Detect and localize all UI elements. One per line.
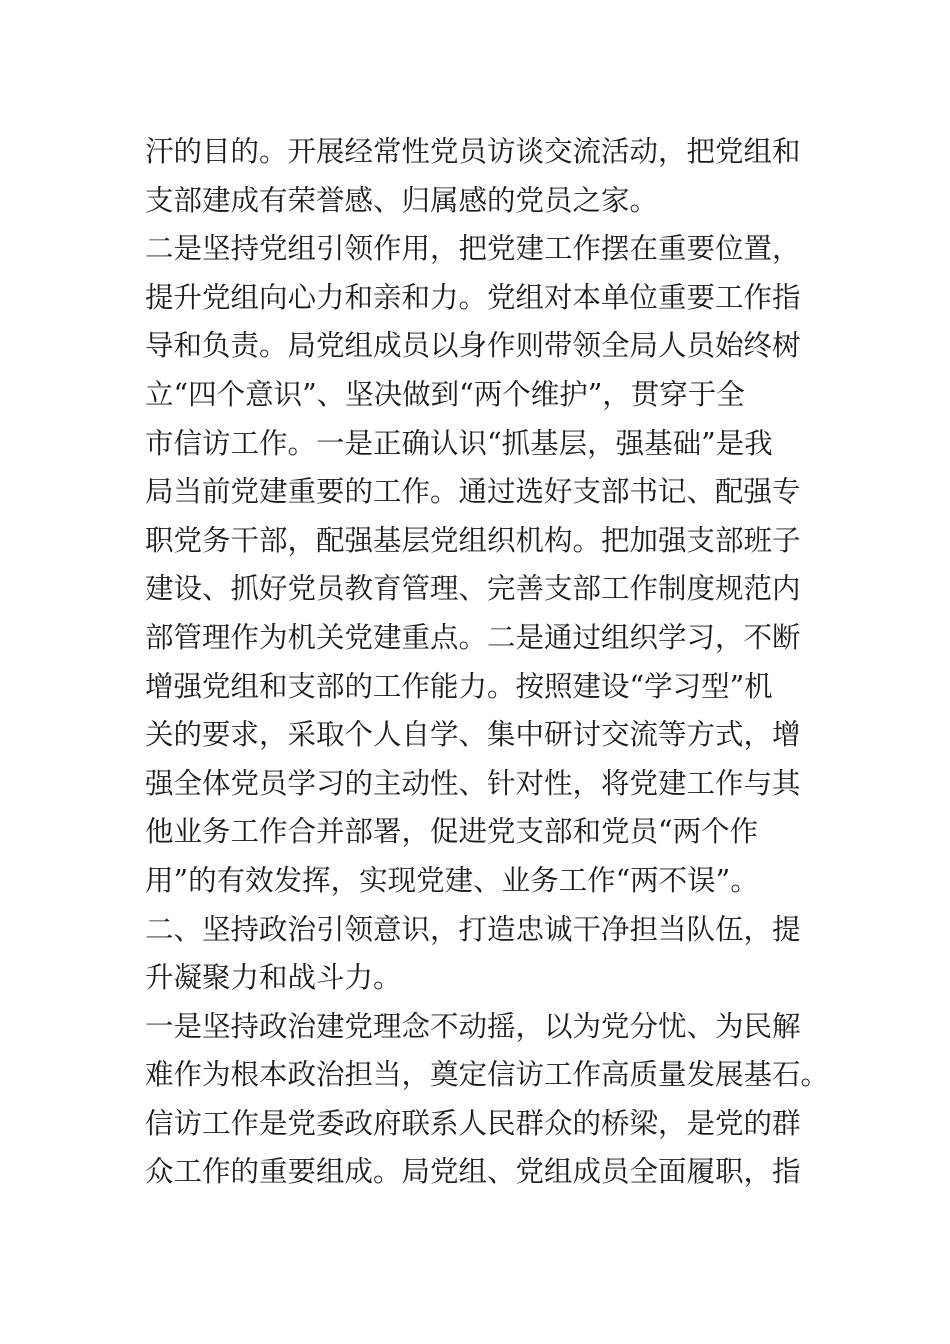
- text-line: 一是坚持政治建党理念不动摇，以为党分忧、为民解: [145, 1009, 801, 1043]
- text-line: 提升党组向心力和亲和力。党组对本单位重要工作指: [145, 280, 801, 314]
- text-line: 信访工作是党委政府联系人民群众的桥梁，是党的群: [145, 1106, 801, 1140]
- text-line: 立“四个意识”、坚决做到“两个维护”，贯穿于全: [145, 377, 745, 411]
- document-body: [145, 128, 830, 1197]
- text-line: 增强党组和支部的工作能力。按照建设“学习型”机: [145, 669, 773, 703]
- text-line: 用”的有效发挥，实现党建、业务工作“两不误”。: [145, 863, 759, 897]
- section-heading-line: 升凝聚力和战斗力。: [145, 961, 402, 995]
- text-line: 部管理作为机关党建重点。二是通过组织学习，不断: [145, 620, 801, 654]
- text-line: 建设、抓好党员教育管理、完善支部工作制度规范内: [145, 572, 801, 606]
- text-line: 导和负责。局党组成员以身作则带领全局人员始终树: [145, 329, 801, 363]
- text-line: 局当前党建重要的工作。通过选好支部书记、配强专: [145, 475, 801, 509]
- text-line: 众工作的重要组成。局党组、党组成员全面履职，指: [145, 1155, 801, 1189]
- text-line: 职党务干部，配强基层党组织机构。把加强支部班子: [145, 523, 801, 557]
- text-line: 强全体党员学习的主动性、针对性，将党建工作与其: [145, 766, 801, 800]
- section-heading-line: 二、坚持政治引领意识，打造忠诚干净担当队伍，提: [145, 912, 801, 946]
- text-line: 二是坚持党组引领作用，把党建工作摆在重要位置，: [145, 232, 801, 266]
- text-line: 市信访工作。一是正确认识“抓基层，强基础”是我: [145, 426, 773, 460]
- text-line: 难作为根本政治担当，奠定信访工作高质量发展基石。: [145, 1058, 830, 1092]
- text-line: 他业务工作合并部署，促进党支部和党员“两个作: [145, 815, 759, 849]
- text-line: 支部建成有荣誉感、归属感的党员之家。: [145, 183, 659, 217]
- text-line: 关的要求，采取个人自学、集中研讨交流等方式，增: [145, 718, 801, 752]
- text-line: 汗的目的。开展经常性党员访谈交流活动，把党组和: [145, 135, 801, 168]
